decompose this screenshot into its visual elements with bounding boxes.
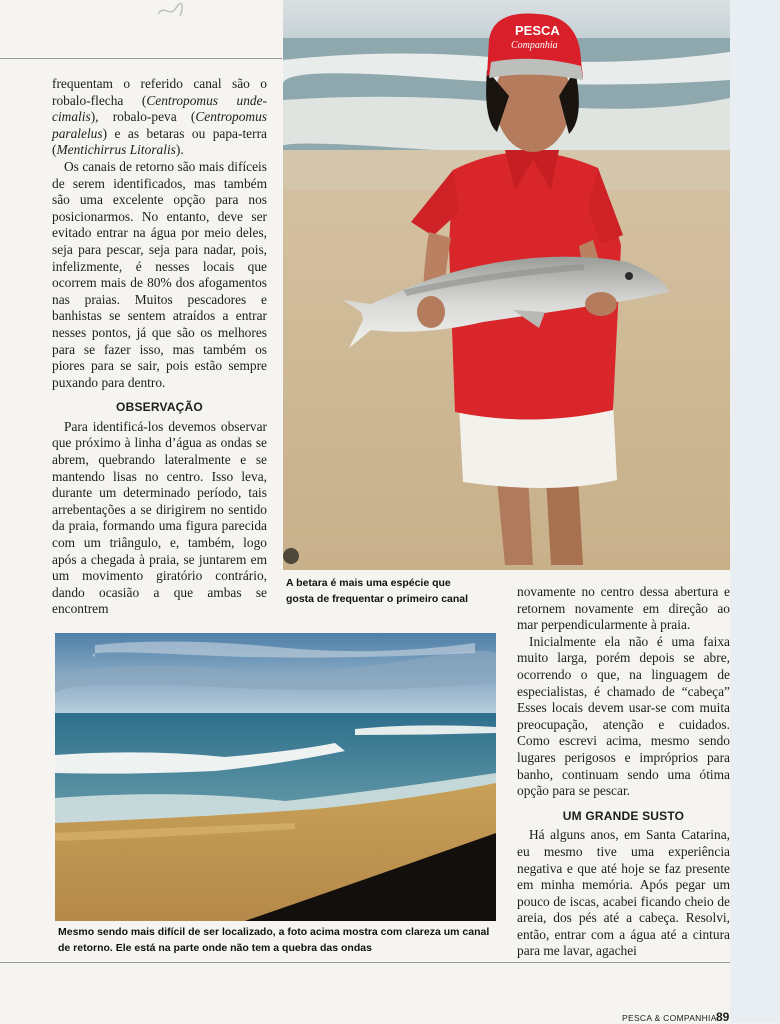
footer-publication: PESCA & COMPANHIA [622, 1013, 717, 1023]
top-rule [0, 58, 282, 59]
cap-logo-subtext: Companhia [511, 40, 558, 51]
section-heading: UM GRANDE SUSTO [562, 808, 685, 823]
scribble-mark [150, 0, 190, 22]
article-column-right [517, 584, 730, 960]
page-number: 89 [716, 1010, 730, 1024]
section-heading: OBSERVAÇÃO [116, 400, 203, 415]
page-margin [730, 0, 780, 1023]
paragraph: Para identificá-los devemos observar que próximo à linha d’água as ondas se abrem, quebrando lateralmente e se mantendo lisas no centro. Isso leva, durante um determinado período, tais arrebentações a se dirigirem no sentido da praia, formando uma figura parecida com um triângulo, e, também, logo após a chegada à praia, se juntarem em um movimento giratório contrário, dando ocasião a que ambas se encontrem [52, 418, 267, 617]
photo-caption-beach: Mesmo sendo mais difícil de ser localizado, a foto acima mostra com clareza um canal de retorno. Ele está na parte onde não tem a quebra das ondas [58, 926, 490, 954]
bottom-rule [0, 962, 730, 963]
photo-beach-return-channel [55, 633, 496, 921]
photo-woman-with-fish [283, 0, 730, 570]
paragraph: Há alguns anos, em Santa Catarina, eu mesmo tive uma experiência negativa e que até hoje se faz presente em minha memória. Após pegar um pouco de iscas, acabei ficando cheio de areia, dos pés até a cabeça. Resolvi, então, entrar com a água até a cintura para me lavar, agachei [517, 827, 730, 959]
cap-logo-text: PESCA [515, 23, 560, 38]
article-column-left [52, 76, 267, 618]
paragraph: Inicialmente ela não é uma faixa muito larga, porém depois se abre, ocorrendo o que, na linguagem de especialistas, é chamado de “cabeça” Esses locais devem usar-se com muita preocupação, atenção e cuidados. Como escrevi acima, mesmo sendo lugares perigosos e impróprios para banho, continuam sendo uma ótima opção para se pescar. [517, 633, 730, 799]
paragraph: novamente no centro dessa abertura e retornem novamente em direção ao mar perpendicularmente à praia. [517, 584, 730, 633]
photo-caption-fish: A betara é mais uma espécie que gosta de frequentar o primeiro canal [286, 577, 469, 605]
paragraph: frequentam o referido canal são o robalo-flecha (Centropomus unde-cimalis), robalo-peva (Centropomus paralelus) e as betaras ou papa-terra (Mentichirrus Litoralis). [52, 76, 267, 158]
paragraph: Os canais de retorno são mais difíceis de serem identificados, mas também são uma excelente opção para nos posicionarmos. No entanto, deve ser evitado entrar na água por meio deles, seja para pescar, seja para nadar, pois, infelizmente, é nesses locais que ocorrem mais de 80% dos afogamentos nas praias. Muitos pescadores e banhistas se sentem atraídos a entrar nesses pontos, já que são os melhores para se fazer isso, mas também os piores para se sair, pois estão sempre puxando para dentro. [52, 158, 267, 390]
